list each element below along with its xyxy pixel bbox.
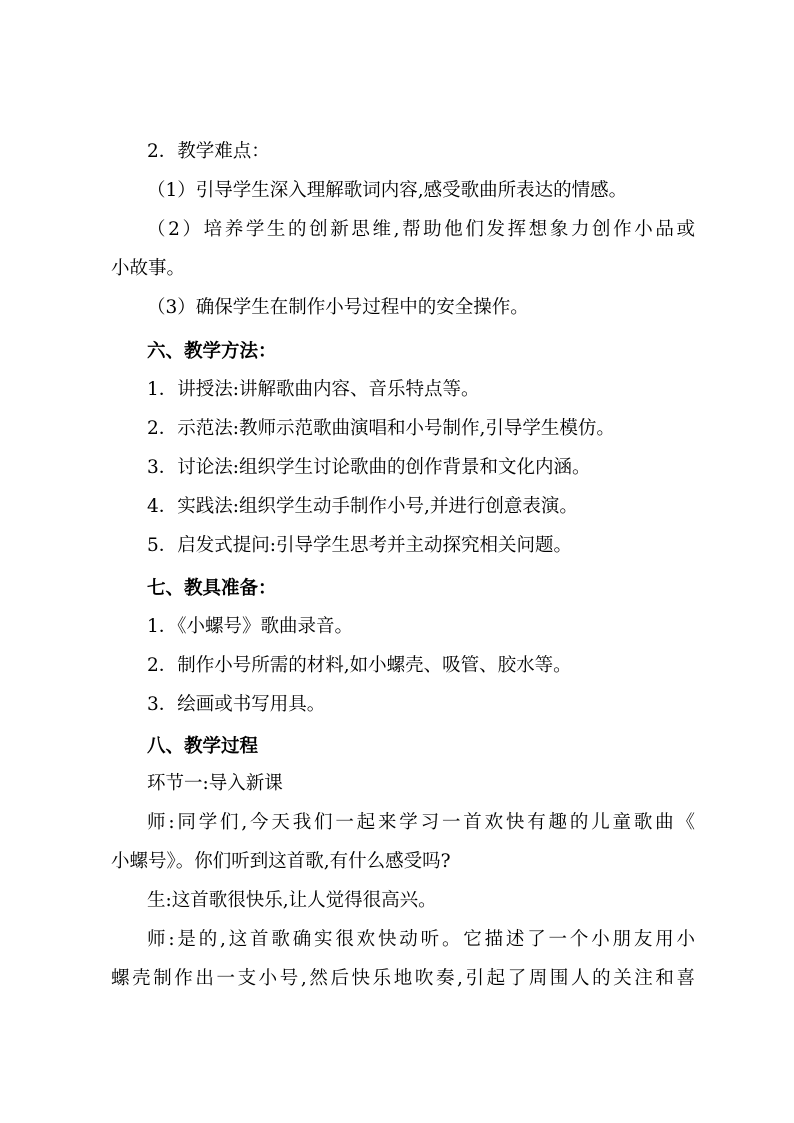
materials-heading: 七、教具准备： [147,578,277,599]
method-item-3: 3．讨论法:组织学生讨论歌曲的创作背景和文化内涵。 [147,457,591,478]
dialog-line-3: 生:这首歌很快乐,让人觉得很高兴。 [147,890,437,911]
difficulty-item-2: （2）培养学生的创新思维,帮助他们发挥想象力创作小品或 [147,219,695,240]
method-item-1: 1．讲授法:讲解歌曲内容、音乐特点等。 [147,379,480,400]
method-item-4: 4．实践法:组织学生动手制作小号,并进行创意表演。 [147,496,578,517]
difficulties-title: 2．教学难点： [147,141,270,162]
dialog-line-2: 小螺号》。你们听到这首歌,有什么感受吗? [111,851,451,872]
dialog-line-4: 师:是的,这首歌确实很欢快动听。它描述了一个小朋友用小 [147,929,695,950]
method-item-5: 5．启发式提问:引导学生思考并主动探究相关问题。 [147,535,573,556]
process-heading: 八、教学过程 [147,736,259,757]
methods-heading: 六、教学方法： [147,341,277,362]
difficulty-item-3: （3）确保学生在制作小号过程中的安全操作。 [147,297,529,318]
material-item-1: 1．《小螺号》歌曲录音。 [147,616,354,637]
material-item-3: 3．绘画或书写用具。 [147,694,326,715]
dialog-line-5: 螺壳制作出一支小号,然后快乐地吹奏,引起了周围人的关注和喜 [111,968,695,989]
material-item-2: 2．制作小号所需的材料,如小螺壳、吸管、胶水等。 [147,655,572,676]
difficulty-item-2-continued: 小故事。 [111,258,186,279]
method-item-2: 2．示范法:教师示范歌曲演唱和小号制作,引导学生模仿。 [147,418,615,439]
dialog-line-1: 师:同学们,今天我们一起来学习一首欢快有趣的儿童歌曲《 [147,812,695,833]
process-step-1: 环节一:导入新课 [147,773,283,794]
difficulty-item-1: （1）引导学生深入理解歌词内容,感受歌曲所表达的情感。 [147,180,628,201]
